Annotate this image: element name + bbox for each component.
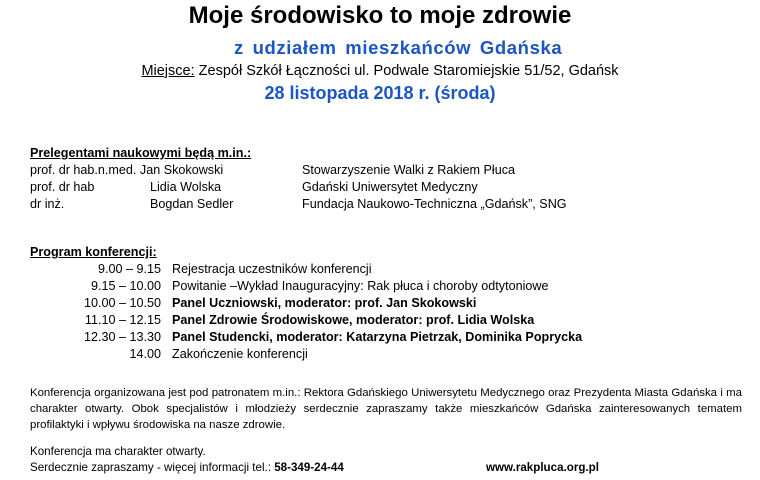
speaker-name: Bogdan Sedler <box>150 197 234 211</box>
speaker-org: Stowarzyszenie Walki z Rakiem Płuca <box>302 163 515 177</box>
program-heading: Program konferencji: <box>30 245 157 259</box>
program-item: Panel Studencki, moderator: Katarzyna Pietrzak, Dominika Poprycka <box>172 330 583 344</box>
program-time: 11.10 – 12.15 <box>84 313 161 327</box>
program-item: Powitanie –Wykład Inauguracyjny: Rak płuca i choroby odtytoniowe <box>172 279 549 293</box>
patronage-text: Konferencja organizowana jest pod patronatem m.in.: Rektora Gdańskiego Uniwersytetu Medycznego oraz Prezydenta Miasta Gdańska i ma charakter otwarty. Obok specjalistów i młodzieży serdecznie zapraszamy także mieszkańców Gdańska zainteresowanych tematem profilaktyki i wpływu środowiska na nasze zdrowie. <box>30 387 742 431</box>
program-item: Panel Uczniowski, moderator: prof. Jan Skokowski <box>172 296 477 310</box>
speaker-title: prof. dr hab.n.med. Jan Skokowski <box>30 163 224 177</box>
venue-line <box>0 63 760 79</box>
program-item: Rejestracja uczestników konferencji <box>172 262 372 276</box>
program-time: 9.00 – 9.15 <box>97 262 161 276</box>
speaker-title: prof. dr hab <box>30 180 95 194</box>
website-link[interactable]: www.rakpluca.org.pl <box>486 461 599 474</box>
program-time: 14.00 <box>129 347 161 361</box>
patronage-paragraph <box>30 385 742 433</box>
speaker-org: Fundacja Naukowo-Techniczna „Gdańsk”, SNG <box>302 197 567 211</box>
contact-line <box>30 461 344 474</box>
venue-address: Zespół Szkół Łączności ul. Podwale Staromiejskie 51/52, Gdańsk <box>194 63 619 79</box>
event-date: 28 listopada 2018 r. (środa) <box>264 83 496 103</box>
program-time: 12.30 – 13.30 <box>83 330 161 344</box>
page-title: Moje środowisko to moje zdrowie <box>188 2 572 29</box>
invite-text: Serdecznie zapraszamy - więcej informacji tel.: <box>30 461 275 474</box>
phone-number: 58-349-24-44 <box>274 461 344 474</box>
program-item: Zakończenie konferencji <box>172 347 308 361</box>
open-note: Konferencja ma charakter otwarty. <box>30 445 206 458</box>
program-item: Panel Zdrowie Środowiskowe, moderator: prof. Lidia Wolska <box>172 313 535 327</box>
speaker-title: dr inż. <box>30 197 65 211</box>
speaker-name: Lidia Wolska <box>150 180 222 194</box>
program-time: 9.15 – 10.00 <box>90 279 161 293</box>
speakers-heading: Prelegentami naukowymi będą m.in.: <box>30 146 252 160</box>
program-time: 10.00 – 10.50 <box>83 296 161 310</box>
venue-label: Miejsce: <box>141 63 195 79</box>
speaker-org: Gdański Uniwersytet Medyczny <box>302 180 478 194</box>
subtitle: z udziałem mieszkańców Gdańska <box>234 37 563 58</box>
